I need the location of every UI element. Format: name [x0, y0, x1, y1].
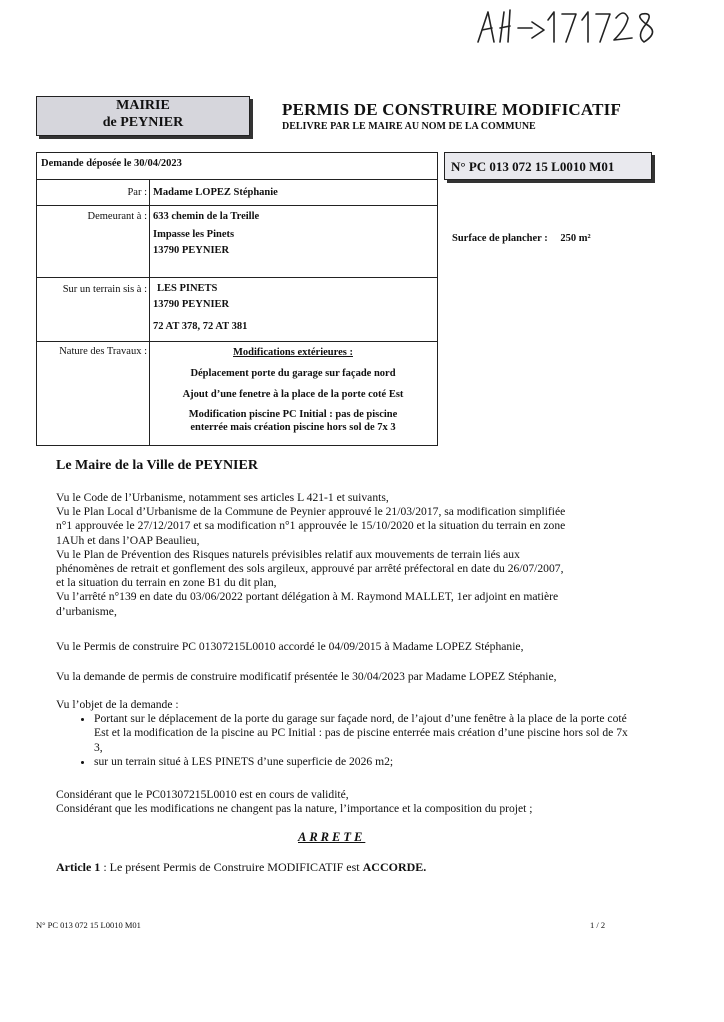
- demeurant-value: [153, 209, 259, 259]
- document-title: PERMIS DE CONSTRUIRE MODIFICATIF: [282, 100, 622, 119]
- demande-date: Demande déposée le 30/04/2023: [41, 158, 182, 169]
- arrete-heading: ARRETE: [298, 830, 366, 844]
- mairie-line1: MAIRIE: [116, 98, 170, 113]
- objet-list: [56, 712, 636, 769]
- vu-line: 1AUh et dans l’OAP Beaulieu,: [56, 533, 200, 547]
- nature-heading: Modifications extérieures :: [233, 347, 353, 358]
- article-1: [56, 860, 426, 875]
- address-line: Impasse les Pinets: [153, 229, 235, 240]
- article-label: Article 1: [56, 860, 101, 874]
- considerant-line: Considérant que le PC01307215L0010 est en cours de validité,: [56, 788, 349, 801]
- par-label: Par :: [127, 187, 147, 198]
- handwritten-reference-stamp: [470, 2, 670, 50]
- page-number: 1 / 2: [590, 920, 606, 930]
- nature-line: Modification piscine PC Initial : pas de piscine: [188, 409, 398, 420]
- terrain-line: LES PINETS: [157, 283, 218, 294]
- vu-line: Vu le Plan de Prévention des Risques naturels prévisibles relatif aux mouvements de terrain liés aux: [56, 547, 520, 561]
- vu-block: [56, 491, 636, 619]
- mairie-line2: de PEYNIER: [102, 115, 184, 130]
- surface-value: 250 m²: [560, 233, 591, 244]
- permit-number: N° PC 013 072 15 L0010 M01: [444, 152, 652, 180]
- document-subtitle: DELIVRE PAR LE MAIRE AU NOM DE LA COMMUNE: [282, 121, 536, 132]
- terrain-value: [153, 281, 247, 335]
- demeurant-label: Demeurant à :: [87, 211, 147, 222]
- vu-line: d’urbanisme,: [56, 604, 117, 618]
- address-line: 13790 PEYNIER: [153, 245, 230, 256]
- vu-line: n°1 approuvée le 27/12/2017 et sa modification n°1 approuvée le 15/10/2020 et la situation du terrain en zone: [56, 519, 566, 533]
- nature-line: Ajout d’une fenetre à la place de la porte coté Est: [182, 389, 404, 400]
- vu-objet-block: [56, 698, 636, 769]
- vu-permis: Vu le Permis de construire PC 01307215L0010 accordé le 04/09/2015 à Madame LOPEZ Stéphanie,: [56, 640, 524, 653]
- list-item: • Portant sur le déplacement de la porte du garage sur façade nord, de l’ajout d’une fenêtre à la place de la porte coté Est et la modification de la piscine au PC Initial : pas de piscine enterrée mais création d’une piscine hors sol de 7x 3,: [94, 712, 636, 755]
- request-info-table: [36, 152, 438, 446]
- maire-title: Le Maire de la Ville de PEYNIER: [56, 458, 258, 473]
- vu-line: Vu le Plan Local d’Urbanisme de la Commune de Peynier approuvé le 21/03/2017, sa modification simplifiée: [56, 505, 566, 519]
- surface-de-plancher: [452, 233, 591, 244]
- nature-value: [149, 345, 437, 434]
- surface-label: Surface de plancher :: [452, 233, 548, 244]
- footer-reference: N° PC 013 072 15 L0010 M01: [36, 920, 141, 930]
- par-value: Madame LOPEZ Stéphanie: [153, 187, 278, 198]
- mairie-box: [36, 96, 250, 136]
- considerant-block: [56, 788, 636, 816]
- vu-objet: Vu l’objet de la demande :: [56, 698, 179, 711]
- terrain-label: Sur un terrain sis à :: [62, 284, 147, 295]
- parcel-refs: 72 AT 378, 72 AT 381: [153, 321, 248, 332]
- article-decision: ACCORDE.: [362, 860, 427, 874]
- article-text: : Le présent Permis de Construire MODIFICATIF est: [100, 860, 363, 874]
- nature-label: Nature des Travaux :: [59, 346, 147, 357]
- vu-line: Vu l’arrêté n°139 en date du 03/06/2022 portant délégation à M. Raymond MALLET, 1er adjoint en matière: [56, 590, 559, 604]
- considerant-line: Considérant que les modifications ne changent pas la nature, l’importance et la composition du projet ;: [56, 802, 533, 816]
- vu-demande: Vu la demande de permis de construire modificatif présentée le 30/04/2023 par Madame LOPEZ Stéphanie,: [56, 670, 557, 683]
- nature-line: Déplacement porte du garage sur façade nord: [190, 368, 396, 379]
- vu-line: et la situation du terrain en zone B1 du dit plan,: [56, 576, 277, 590]
- terrain-line: 13790 PEYNIER: [153, 299, 230, 310]
- vu-line: phénomènes de retrait et gonflement des sols argileux, approuvé par arrêté préfectoral en date du 26/07/2007,: [56, 562, 564, 576]
- vu-line: Vu le Code de l’Urbanisme, notamment ses articles L 421-1 et suivants,: [56, 491, 389, 504]
- address-line: 633 chemin de la Treille: [153, 211, 260, 222]
- list-item: • sur un terrain situé à LES PINETS d’une superficie de 2026 m2;: [94, 755, 636, 769]
- nature-line: enterrée mais création piscine hors sol de 7x 3: [190, 422, 396, 433]
